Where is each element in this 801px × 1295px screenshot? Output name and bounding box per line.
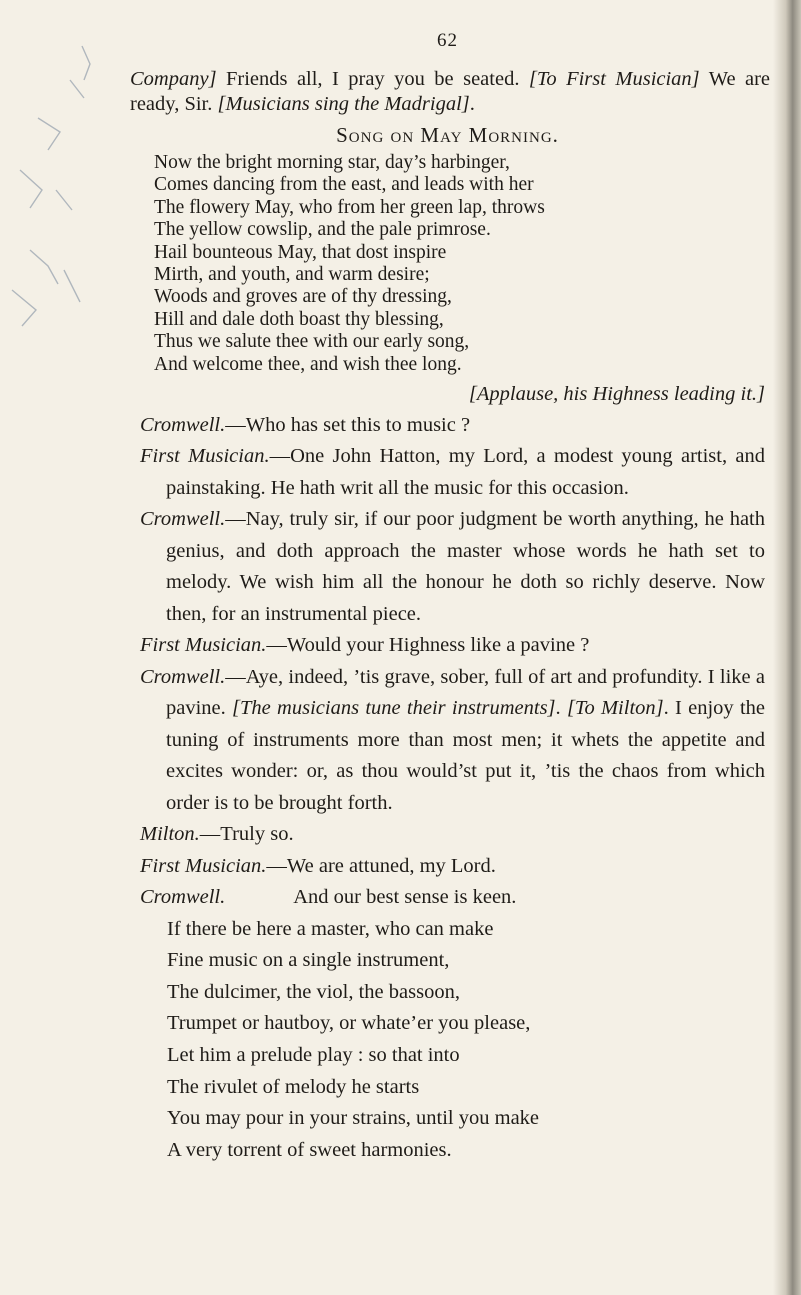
speaker-name: First Musician. — [140, 854, 267, 877]
speaker-name: Cromwell. — [140, 508, 226, 531]
speech-text: —One John Hatton, my Lord, a modest young artist, and painstaking. He hath writ all the music for this occasion. — [166, 445, 765, 499]
song-line: Hail bounteous May, that dost inspire — [154, 241, 447, 263]
page-edge-shadow — [773, 0, 801, 1295]
intro-text: Friends all, I pray you be seated. — [216, 67, 529, 90]
page-number: 62 — [437, 30, 458, 51]
verse-line: Trumpet or hautboy, or whate’er you please, — [167, 1012, 531, 1035]
verse-line: The dulcimer, the viol, the bassoon, — [167, 980, 460, 1003]
speech-text: —Truly so. — [199, 823, 294, 846]
verse-line: The rivulet of melody he starts — [167, 1075, 420, 1098]
stage-direction: [Musicians sing the Madrigal] — [217, 93, 470, 115]
stage-direction: Company] — [130, 67, 217, 90]
dialogue-line — [140, 410, 765, 442]
dialogue-line — [140, 504, 765, 630]
song-line: Woods and groves are of thy dressing, — [154, 286, 452, 308]
speaker-name: Milton. — [140, 823, 200, 846]
song-line: Hill and dale doth boast thy blessing, — [154, 308, 444, 330]
speaker-name: Cromwell. — [140, 886, 226, 909]
verse-line: Let him a prelude play : so that into — [167, 1043, 460, 1066]
song-line: Mirth, and youth, and warm desire; — [154, 264, 430, 286]
stage-direction-applause: [Applause, his Highness leading it.] — [468, 383, 765, 406]
verse-line: A very torrent of sweet harmonies. — [167, 1138, 452, 1161]
speaker-name: Cromwell. — [140, 665, 226, 688]
song-line: Thus we salute thee with our early song, — [154, 331, 470, 353]
speech-text: —Aye, indeed, ’tis grave, sober, full of art and profundity. I like a pavine. — [166, 665, 765, 720]
speaker-name: First Musician. — [140, 445, 270, 468]
dialogue-line — [140, 851, 765, 883]
dialogue-line — [140, 630, 765, 662]
song-title: Song on May Morning. — [336, 122, 559, 147]
song-line: And welcome thee, and wish thee long. — [154, 353, 462, 375]
dialogue-line — [140, 882, 765, 914]
speaker-name: First Musician. — [140, 634, 267, 657]
speech-text: . I enjoy the tuning of instruments more than most men; it whets the appetite and excites wonder: or, as thou would’st put it, ’tis the chaos from which order is to be brought forth. — [166, 697, 765, 814]
closing-verse — [167, 914, 765, 1167]
stage-direction: [To First Musician] — [528, 67, 700, 90]
verse-line: You may pour in your strains, until you make — [167, 1107, 540, 1130]
stage-direction: [The musicians tune their instruments] — [232, 697, 556, 720]
verse-line: If there be here a master, who can make — [167, 917, 494, 940]
dialogue-line — [140, 441, 765, 504]
verse-line: Fine music on a single instrument, — [167, 949, 450, 972]
speech-text: . — [555, 697, 567, 720]
speaker-name: Cromwell. — [140, 413, 226, 436]
stage-direction: [To Milton] — [566, 697, 664, 720]
dialogue-line — [140, 819, 765, 851]
song-line: The yellow cowslip, and the pale primrose. — [154, 219, 491, 241]
intro-paragraph — [130, 67, 770, 118]
intro-end: . — [469, 93, 475, 115]
verse-line: And our best sense is keen. — [293, 886, 517, 909]
speech-text: —Who has set this to music ? — [225, 413, 471, 436]
book-page — [130, 28, 771, 1166]
song-line: Comes dancing from the east, and leads with her — [154, 174, 534, 196]
speech-text: —We are attuned, my Lord. — [266, 854, 496, 877]
dialogue-line — [140, 662, 765, 820]
song-verse — [154, 152, 765, 376]
song-line: The flowery May, who from her green lap, throws — [154, 196, 545, 218]
speech-text: —Would your Highness like a pavine ? — [266, 634, 590, 657]
speech-text: —Nay, truly sir, if our poor judgment be worth anything, he hath genius, and doth approach the master whose words he hath set to melody. We wish him all the honour he doth so richly deserve. Now then, for an instrumental piece. — [166, 508, 765, 625]
intro-text: We are ready, Sir. — [130, 67, 771, 115]
song-line: Now the bright morning star, day’s harbinger, — [154, 152, 510, 173]
show-through-marks — [0, 40, 110, 330]
